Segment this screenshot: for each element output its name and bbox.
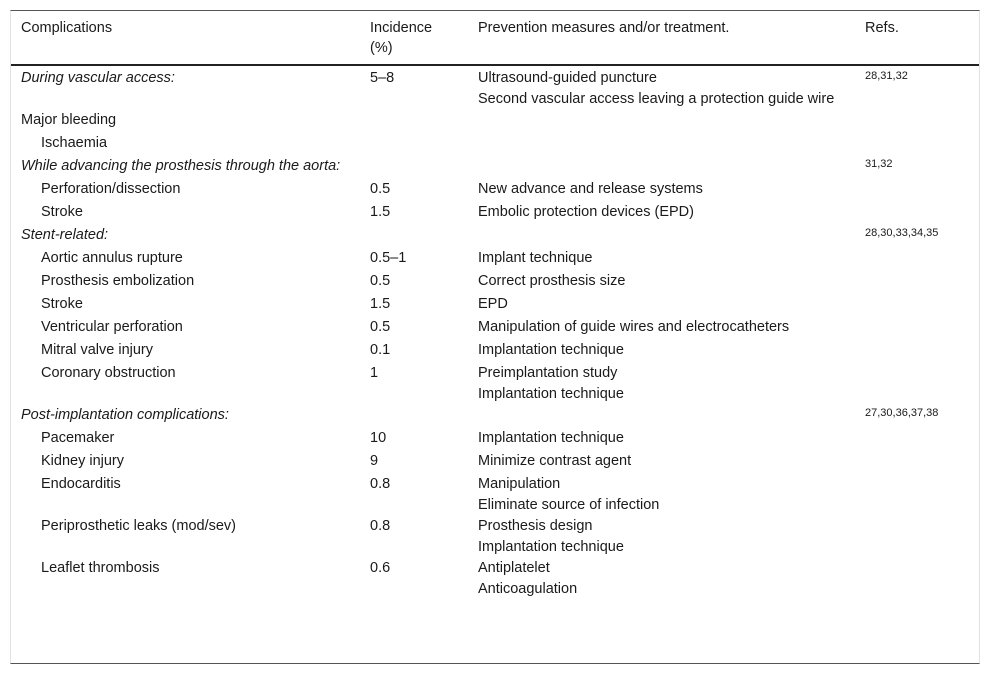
prevention-line: Correct prosthesis size [478,273,626,289]
refs-cell [855,340,979,363]
prevention-cell [468,451,855,474]
complication-cell: Aortic annulus rupture [41,250,183,266]
section-row [11,225,979,248]
table-row [11,248,979,271]
prevention-cell [468,225,855,248]
prevention-cell [468,340,855,363]
incidence-cell: 0.5 [370,181,391,197]
incidence-cell: 0.5–1 [370,250,407,266]
complication-cell: While advancing the prosthesis through the aorta: [21,158,341,174]
table-row [11,428,979,451]
prevention-line: Antiplatelet [478,560,550,576]
prevention-line: Second vascular access leaving a protection guide wire [478,91,835,107]
incidence-cell [360,156,468,179]
complication-cell: Coronary obstruction [41,365,176,381]
complication-cell: Mitral valve injury [41,342,153,358]
complication-cell: Kidney injury [41,453,125,469]
incidence-cell: 0.5 [370,273,391,289]
prevention-cell [468,202,855,225]
prevention-line: Implantation technique [478,430,624,446]
header-prevention: Prevention measures and/or treatment. [468,11,855,65]
table-row [11,340,979,363]
incidence-cell: 1.5 [370,204,391,220]
prevention-cell [468,133,855,156]
table-row [11,271,979,294]
refs-cell [855,363,979,405]
refs-cell [855,271,979,294]
table-row [11,294,979,317]
prevention-cell [468,179,855,202]
refs-cell [855,317,979,340]
incidence-cell: 1.5 [370,296,391,312]
prevention-cell [468,248,855,271]
incidence-cell [360,110,468,133]
table-row [11,558,979,606]
prevention-cell [468,271,855,294]
table-row [11,133,979,156]
refs-cell [855,558,979,606]
refs-cell [855,179,979,202]
complication-cell: Ventricular perforation [41,319,183,335]
incidence-cell: 0.5 [370,319,391,335]
complication-cell: Perforation/dissection [41,181,181,197]
complication-cell: During vascular access: [21,70,175,86]
complication-cell: Periprosthetic leaks (mod/sev) [41,518,237,534]
refs-cell [855,248,979,271]
prevention-line: Anticoagulation [478,581,578,597]
complication-cell: Pacemaker [41,430,115,446]
header-refs: Refs. [855,11,979,65]
table-row [11,202,979,225]
refs-cell [855,428,979,451]
prevention-cell [468,65,855,110]
table-row [11,317,979,340]
header-incidence: Incidence (%) [360,11,468,65]
refs-cell [855,516,979,558]
prevention-line: Manipulation [478,476,561,492]
prevention-line: Eliminate source of infection [478,497,660,513]
prevention-line: Manipulation of guide wires and electrocatheters [478,319,790,335]
table-row [11,363,979,405]
table-row [11,516,979,558]
incidence-cell: 9 [370,453,379,469]
complications-table [11,11,979,606]
prevention-cell [468,405,855,428]
prevention-cell [468,474,855,516]
incidence-cell [360,225,468,248]
incidence-cell [360,133,468,156]
incidence-cell: 1 [370,365,379,381]
complication-cell: Stent-related: [21,227,109,243]
prevention-line: EPD [478,296,508,312]
refs-cell: 28,31,32 [865,70,908,82]
refs-cell [855,451,979,474]
incidence-cell [360,405,468,428]
incidence-cell: 0.8 [370,476,391,492]
complication-cell: Prosthesis embolization [41,273,195,289]
prevention-line: Implantation technique [478,386,624,402]
refs-cell [855,133,979,156]
prevention-line: Embolic protection devices (EPD) [478,204,694,220]
refs-cell: 28,30,33,34,35 [865,227,939,239]
table-row [11,474,979,516]
prevention-line: Implant technique [478,250,593,266]
incidence-cell: 0.1 [370,342,391,358]
section-row [11,405,979,428]
section-row [11,65,979,110]
table-row [11,110,979,133]
complication-cell: Post-implantation complications: [21,407,229,423]
complication-cell: Major bleeding [21,112,117,128]
prevention-line: Ultrasound-guided puncture [478,70,657,86]
complication-cell: Ischaemia [41,135,108,151]
prevention-line: Preimplantation study [478,365,618,381]
refs-cell [855,202,979,225]
incidence-cell: 5–8 [370,70,395,86]
incidence-cell: 0.6 [370,560,391,576]
refs-cell [855,110,979,133]
refs-cell: 31,32 [865,158,893,170]
complication-cell: Stroke [41,296,83,312]
incidence-cell: 10 [370,430,387,446]
refs-cell [855,474,979,516]
section-row [11,156,979,179]
prevention-line: Implantation technique [478,539,624,555]
prevention-cell [468,317,855,340]
incidence-cell: 0.8 [370,518,391,534]
prevention-cell [468,110,855,133]
complication-cell: Leaflet thrombosis [41,560,160,576]
header-row [11,11,979,65]
prevention-cell [468,156,855,179]
table-row [11,179,979,202]
complications-table-container [10,10,980,664]
table-row [11,451,979,474]
complication-cell: Endocarditis [41,476,121,492]
prevention-line: New advance and release systems [478,181,703,197]
refs-cell: 27,30,36,37,38 [865,407,939,419]
prevention-line: Implantation technique [478,342,624,358]
header-complications: Complications [11,11,360,65]
refs-cell [855,294,979,317]
complication-cell: Stroke [41,204,83,220]
prevention-cell [468,363,855,405]
prevention-line: Prosthesis design [478,518,593,534]
prevention-cell [468,428,855,451]
prevention-cell [468,294,855,317]
prevention-line: Minimize contrast agent [478,453,632,469]
prevention-cell [468,558,855,606]
prevention-cell [468,516,855,558]
